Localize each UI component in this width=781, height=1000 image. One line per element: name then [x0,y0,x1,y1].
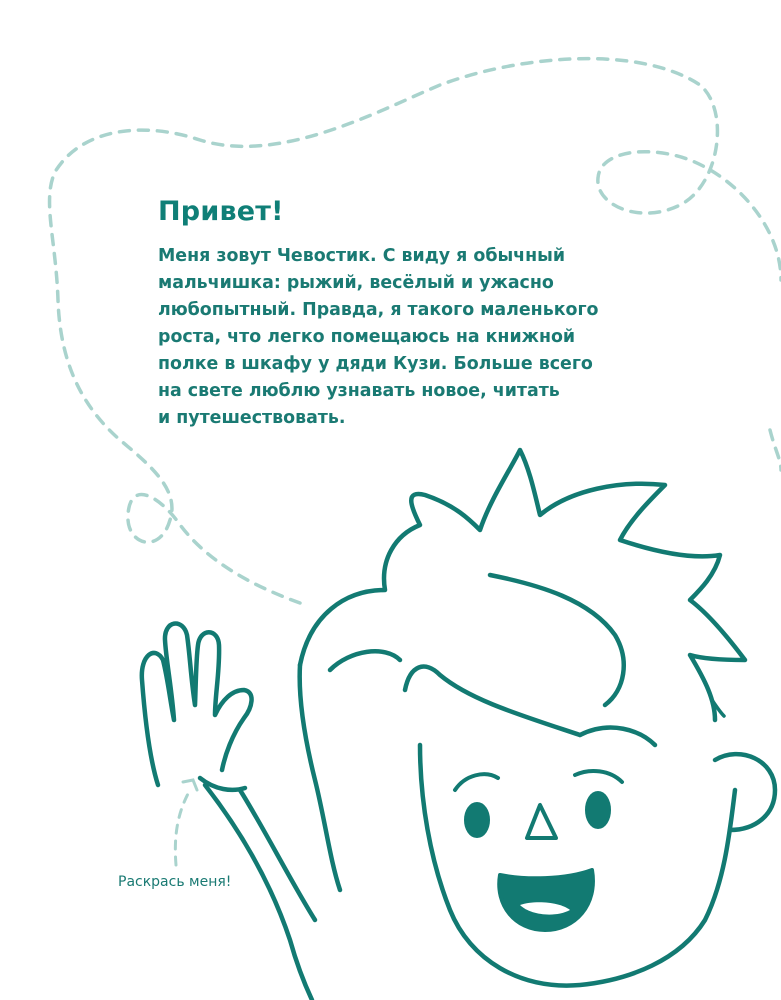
hair-fringe [405,667,580,735]
hair-outline [300,450,745,720]
intro-line-7: и путешествовать. [158,408,346,428]
left-eyebrow [455,774,498,790]
intro-line-4: роста, что легко помещаюсь на книжной [158,327,576,347]
left-eye [466,804,488,836]
intro-paragraph [158,243,628,432]
face-features [455,771,622,930]
right-eyebrow [575,771,622,782]
nose [527,805,556,838]
face-outline [420,745,735,986]
hand-outline [142,624,252,785]
hair-left-side [300,665,340,890]
hair-left-inner [330,651,400,670]
page-title: Привет! [158,196,284,227]
right-eye [587,793,609,827]
intro-line-6: на свете люблю узнавать новое, читать [158,381,560,401]
intro-line-3: любопытный. Правда, я такого маленького [158,300,599,320]
mouth [499,870,593,930]
hair-temple [580,728,655,745]
coloring-caption: Раскрась меня! [118,874,232,890]
boy-character [142,450,775,1000]
dashed-arrow-icon [175,780,197,865]
intro-line-1: Меня зовут Чевостик. С виду я обычный [158,246,566,266]
intro-line-5: полке в шкафу у дяди Кузи. Больше всего [158,354,593,374]
hair-inner-line [490,575,624,705]
ear [715,754,775,830]
intro-line-2: мальчишка: рыжий, весёлый и ужасно [158,273,554,293]
dashed-path-decoration-right [770,430,781,470]
